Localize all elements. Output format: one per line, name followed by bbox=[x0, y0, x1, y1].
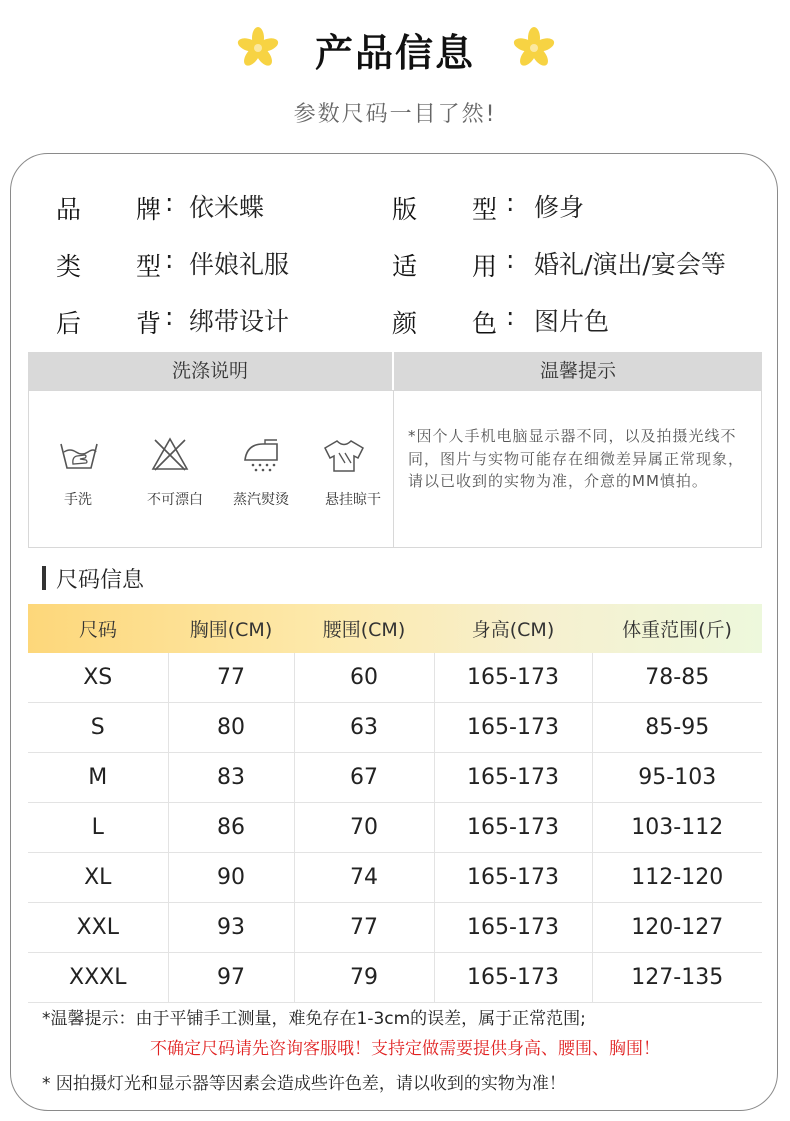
cell-waist: 70 bbox=[294, 803, 434, 853]
attr-type-key2: 型 bbox=[136, 252, 162, 281]
table-row bbox=[28, 703, 762, 753]
attr-type-key1: 类 bbox=[56, 252, 82, 281]
cell-waist: 60 bbox=[294, 653, 434, 703]
attr-color-key1: 颜 bbox=[392, 309, 418, 338]
cell-bust: 97 bbox=[168, 953, 294, 1003]
care-label-steam-iron: 蒸汽熨烫 bbox=[233, 492, 289, 508]
attr-colon: : bbox=[506, 188, 515, 217]
attr-brand-key1: 品 bbox=[56, 195, 82, 224]
cell-weight: 95-103 bbox=[592, 753, 762, 803]
cell-height: 165-173 bbox=[434, 753, 592, 803]
cell-weight: 78-85 bbox=[592, 653, 762, 703]
cell-weight: 103-112 bbox=[592, 803, 762, 853]
cell-waist: 63 bbox=[294, 703, 434, 753]
care-label-hang-dry: 悬挂晾干 bbox=[325, 492, 381, 508]
cell-height: 165-173 bbox=[434, 803, 592, 853]
notice-header: 温馨提示 bbox=[394, 352, 762, 390]
steam-iron-icon bbox=[241, 438, 281, 472]
care-label-hand-wash: 手洗 bbox=[64, 492, 92, 508]
size-section-title: 尺码信息 bbox=[56, 568, 145, 593]
footer-note-custom: 不确定尺码请先咨询客服哦！支持定做需要提供身高、腰围、胸围！ bbox=[150, 1039, 660, 1059]
cell-height: 165-173 bbox=[434, 903, 592, 953]
footer-note-measurement: *温馨提示：由于平铺手工测量，难免存在1-3cm的误差，属于正常范围; bbox=[42, 1009, 586, 1029]
cell-bust: 80 bbox=[168, 703, 294, 753]
cell-weight: 85-95 bbox=[592, 703, 762, 753]
attr-usage-value: 婚礼/演出/宴会等 bbox=[534, 250, 726, 279]
cell-bust: 90 bbox=[168, 853, 294, 903]
attr-brand-key2: 牌 bbox=[136, 195, 162, 224]
cell-size: XS bbox=[28, 653, 168, 703]
table-row bbox=[28, 953, 762, 1003]
attr-colon: : bbox=[506, 245, 515, 274]
cell-waist: 77 bbox=[294, 903, 434, 953]
section-marker bbox=[42, 566, 46, 590]
cell-bust: 86 bbox=[168, 803, 294, 853]
no-bleach-icon bbox=[151, 436, 189, 472]
attr-back-value: 绑带设计 bbox=[189, 307, 290, 336]
cell-size: S bbox=[28, 703, 168, 753]
cell-size: M bbox=[28, 753, 168, 803]
page-title: 产品信息 bbox=[314, 30, 475, 75]
cell-weight: 127-135 bbox=[592, 953, 762, 1003]
page-subtitle: 参数尺码一目了然! bbox=[293, 102, 497, 127]
cell-bust: 83 bbox=[168, 753, 294, 803]
size-table bbox=[28, 604, 762, 1003]
table-row bbox=[28, 653, 762, 703]
attr-colon: : bbox=[165, 302, 174, 331]
attr-brand-value: 依米蝶 bbox=[189, 193, 265, 222]
cell-bust: 93 bbox=[168, 903, 294, 953]
attr-colon: : bbox=[506, 302, 515, 331]
cell-height: 165-173 bbox=[434, 853, 592, 903]
attr-type-value: 伴娘礼服 bbox=[189, 250, 290, 279]
header-waist: 腰围(CM) bbox=[322, 619, 406, 641]
cell-bust: 77 bbox=[168, 653, 294, 703]
header-height: 身高(CM) bbox=[471, 619, 555, 641]
hand-wash-icon bbox=[59, 436, 99, 472]
attr-fit-key2: 型 bbox=[472, 195, 498, 224]
table-row bbox=[28, 903, 762, 953]
table-row bbox=[28, 753, 762, 803]
hang-dry-icon bbox=[323, 438, 365, 474]
header-weight: 体重范围(斤) bbox=[622, 619, 732, 641]
table-row bbox=[28, 853, 762, 903]
care-header: 洗涤说明 bbox=[28, 352, 392, 390]
cell-weight: 112-120 bbox=[592, 853, 762, 903]
cell-height: 165-173 bbox=[434, 703, 592, 753]
cell-waist: 74 bbox=[294, 853, 434, 903]
cell-height: 165-173 bbox=[434, 653, 592, 703]
cell-waist: 67 bbox=[294, 753, 434, 803]
attr-colon: : bbox=[165, 245, 174, 274]
attr-fit-key1: 版 bbox=[392, 195, 418, 224]
attr-usage-key1: 适 bbox=[392, 252, 418, 281]
attr-colon: : bbox=[165, 188, 174, 217]
table-row bbox=[28, 803, 762, 853]
cell-size: XXL bbox=[28, 903, 168, 953]
attr-color-key2: 色 bbox=[472, 309, 498, 338]
cell-size: L bbox=[28, 803, 168, 853]
cell-size: XXXL bbox=[28, 953, 168, 1003]
attr-color-value: 图片色 bbox=[534, 307, 610, 336]
attr-usage-key2: 用 bbox=[472, 252, 498, 281]
care-label-no-bleach: 不可漂白 bbox=[147, 492, 203, 508]
size-table-header bbox=[28, 604, 762, 653]
flower-icon-right bbox=[512, 26, 556, 70]
header-size: 尺码 bbox=[78, 619, 117, 641]
attr-back-key2: 背 bbox=[136, 309, 162, 338]
attr-back-key1: 后 bbox=[56, 309, 82, 338]
cell-waist: 79 bbox=[294, 953, 434, 1003]
notice-text: *因个人手机电脑显示器不同，以及拍摄光线不同，图片与实物可能存在细微差异属正常现象，请以已收到的实物为准，介意的MM慎拍。 bbox=[408, 427, 745, 490]
attr-fit-value: 修身 bbox=[534, 193, 585, 222]
cell-weight: 120-127 bbox=[592, 903, 762, 953]
header-bust: 胸围(CM) bbox=[189, 619, 273, 641]
cell-height: 165-173 bbox=[434, 953, 592, 1003]
footer-note-color: * 因拍摄灯光和显示器等因素会造成些许色差，请以收到的实物为准！ bbox=[42, 1074, 566, 1094]
cell-size: XL bbox=[28, 853, 168, 903]
